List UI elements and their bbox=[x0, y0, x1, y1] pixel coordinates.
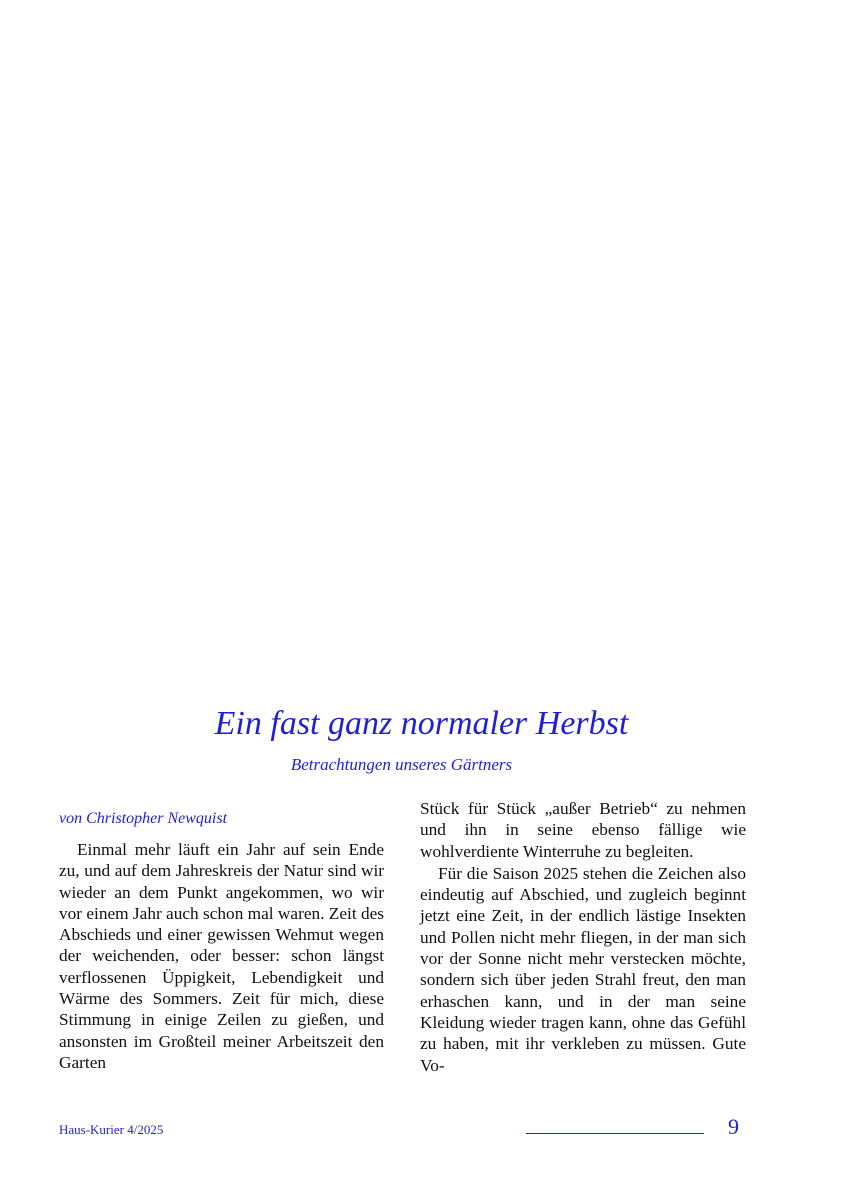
article-byline: von Christopher Newquist bbox=[59, 810, 228, 827]
left-paragraph-1: Einmal mehr läuft ein Jahr auf sein Ende zu, und auf dem Jahreskreis der Natur sind wir wieder an dem Punkt angekommen, wo wir vor einem Jahr auch schon mal waren. Zeit des Abschieds und einer gewissen Wehmut wegen der weichenden, oder besser: schon längst verflossenen Üppigkeit, Lebendigkeit und Wärme des Sommers. Zeit für mich, diese Stimmung in einige Zeilen zu gießen, und ansonsten im Großteil meiner Arbeitszeit den Garten bbox=[59, 840, 384, 1072]
right-paragraph-1: Stück für Stück „außer Betrieb“ zu nehmen und ihn in seine ebenso fällige wie wohlverdiente Winterruhe zu begleiten. bbox=[420, 799, 746, 861]
page-number: 9 bbox=[728, 1114, 739, 1139]
article-title: Ein fast ganz normaler Herbst bbox=[214, 705, 629, 742]
left-column bbox=[59, 808, 384, 1073]
footer-rule bbox=[526, 1133, 704, 1134]
footer-publication: Haus-Kurier 4/2025 bbox=[59, 1122, 164, 1137]
right-paragraph-2: Für die Saison 2025 stehen die Zeichen also eindeutig auf Abschied, und zugleich beginnt jetzt eine Zeit, in der endlich lästige Insekten und Pollen nicht mehr fliegen, in der man sich vor der Sonne nicht mehr verstecken möchte, sondern sich über jeden Strahl freut, den man erhaschen kann, und in der man seine Kleidung wieder tragen kann, ohne das Gefühl zu haben, mit ihr verkleben zu müssen. Gute Vo- bbox=[420, 863, 746, 1075]
article-subtitle: Betrachtungen unseres Gärtners bbox=[290, 755, 513, 774]
right-column bbox=[420, 798, 746, 1076]
